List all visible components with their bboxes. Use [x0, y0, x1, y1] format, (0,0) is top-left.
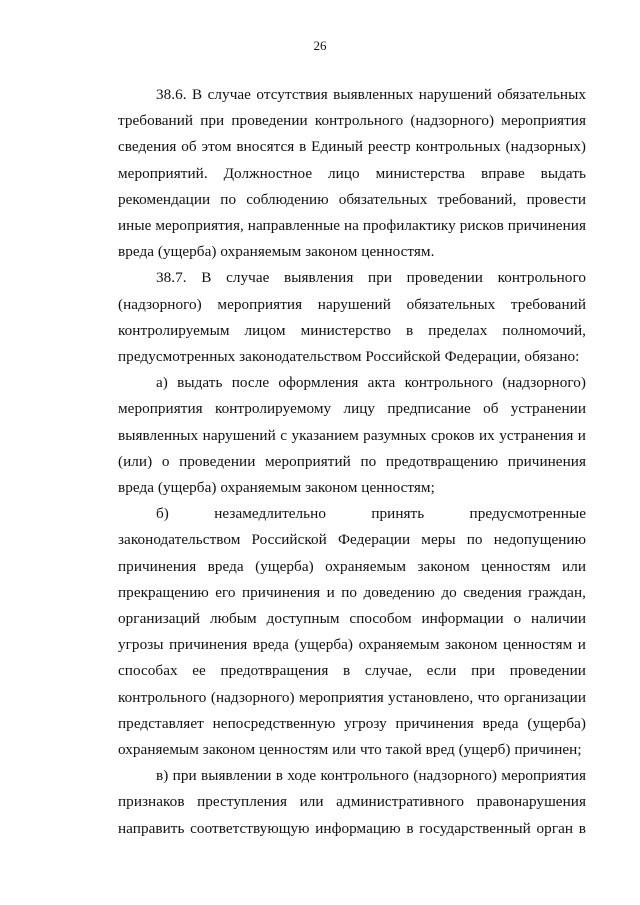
- paragraph-item-v: в) при выявлении в ходе контрольного (надзорного) мероприятия признаков преступления или административного правонарушения направить соответствующую информацию в государственный орган в: [118, 767, 586, 837]
- paragraph-38-7: 38.7. В случае выявления при проведении контрольного (надзорного) мероприятия нарушений обязательных требований контролируемым лицом министерство в пределах полномочий, предусмотренных законодательством Российской Федерации, обязано:: [118, 269, 586, 366]
- paragraph-item-a: а) выдать после оформления акта контрольного (надзорного) мероприятия контролируемому лицу предписание об устранении выявленных нарушений с указанием разумных сроков их устранения и (или) о проведении мероприятий по предотвращению причинения вреда (ущерба) охраняемым законом ценностям;: [118, 374, 586, 497]
- document-body: [118, 82, 586, 842]
- paragraph-item-b: б) незамедлительно принять предусмотренные законодательством Российской Федерации меры по недопущению причинения вреда (ущерба) охраняемым законом ценностям или прекращению его причинения и по доведению до сведения граждан, организаций любым доступным способом информации о наличии угрозы причинения вреда (ущерба) охраняемым законом ценностям и способах ее предотвращения в случае, если при проведении контрольного (надзорного) мероприятия установлено, что организации представляет непосредственную угрозу причинения вреда (ущерба) охраняемым законом ценностям или что такой вред (ущерб) причинен;: [118, 505, 586, 759]
- page-number: 26: [313, 38, 327, 53]
- paragraph-38-6: 38.6. В случае отсутствия выявленных нарушений обязательных требований при проведении контрольного (надзорного) мероприятия сведения об этом вносятся в Единый реестр контрольных (надзорных) мероприятий. Должностное лицо министерства вправе выдать рекомендации по соблюдению обязательных требований, провести иные мероприятия, направленные на профилактику рисков причинения вреда (ущерба) охраняемым законом ценностям.: [118, 86, 586, 261]
